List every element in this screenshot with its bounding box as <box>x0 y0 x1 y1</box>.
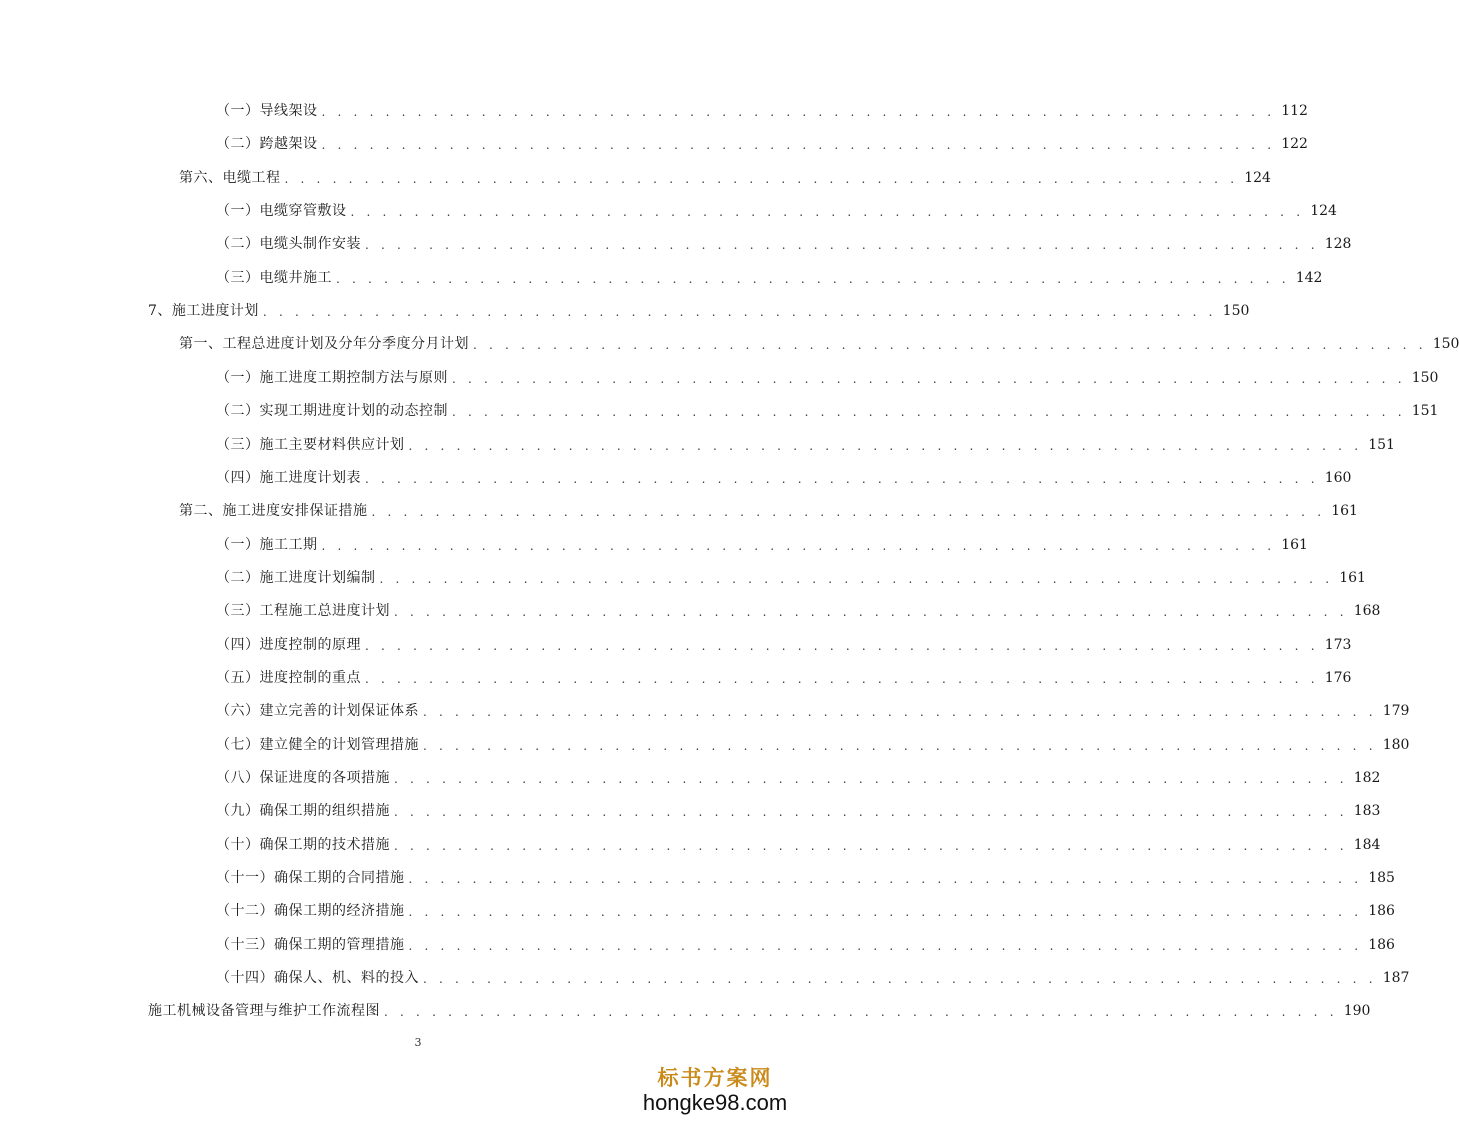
toc-dot-leader: . . . . . . . . . . . . . . . . . . . . . . . . . . . . . . . . . . . . . . . . . . . . . . . . . . . . . . . . . . . . <box>394 838 1348 853</box>
toc-entry-page: 184 <box>1353 836 1381 853</box>
toc-dot-leader: . . . . . . . . . . . . . . . . . . . . . . . . . . . . . . . . . . . . . . . . . . . . . . . . . . . . . . . . . . . . <box>394 605 1348 620</box>
toc-entry-title: （五）进度控制的重点 <box>216 669 361 686</box>
toc-entry-title: （十三）确保工期的管理措施 <box>216 936 405 953</box>
toc-dot-leader: . . . . . . . . . . . . . . . . . . . . . . . . . . . . . . . . . . . . . . . . . . . . . . . . . . . . . . . . . . . . <box>394 772 1348 786</box>
toc-dot-leader: . . . . . . . . . . . . . . . . . . . . . . . . . . . . . . . . . . . . . . . . . . . . . . . . . . . . . . . . . . . . <box>336 271 1290 286</box>
toc-entry-page: 124 <box>1310 203 1337 220</box>
toc-entry-page: 186 <box>1368 903 1395 920</box>
toc-entry[interactable] <box>148 1000 1371 1022</box>
toc-entry-title: 7、施工进度计划 <box>148 303 259 320</box>
toc-entry-page: 180 <box>1382 736 1410 753</box>
toc-entry-page: 168 <box>1353 603 1381 620</box>
toc-entry-title: 第六、电缆工程 <box>179 169 281 186</box>
toc-entry-page: 176 <box>1324 669 1352 686</box>
toc-dot-leader: . . . . . . . . . . . . . . . . . . . . . . . . . . . . . . . . . . . . . . . . . . . . . . . . . . . . . . . . . . . . <box>452 405 1406 420</box>
toc-entry-title: （九）确保工期的组织措施 <box>216 803 390 820</box>
toc-entry-title: 第二、施工进度安排保证措施 <box>179 503 368 520</box>
toc-dot-leader: . . . . . . . . . . . . . . . . . . . . . . . . . . . . . . . . . . . . . . . . . . . . . . . . . . . . . . . . . . . . <box>423 972 1377 987</box>
toc-entry[interactable] <box>216 467 1352 489</box>
toc-entry[interactable] <box>216 900 1395 922</box>
toc-entry[interactable] <box>216 534 1308 556</box>
toc-entry-page: 150 <box>1222 303 1250 320</box>
toc-entry[interactable] <box>216 133 1308 155</box>
toc-dot-leader: . . . . . . . . . . . . . . . . . . . . . . . . . . . . . . . . . . . . . . . . . . . . . . . . . . . . . . . . . . . . <box>350 205 1305 220</box>
watermark-cn-text: 标书方案网 <box>657 1065 773 1090</box>
toc-entry-page: 150 <box>1411 369 1439 386</box>
toc-entry-page: 161 <box>1339 569 1366 586</box>
toc-entry[interactable] <box>216 567 1366 589</box>
toc-entry-title: （十四）确保人、机、料的投入 <box>216 970 419 987</box>
toc-dot-leader: . . . . . . . . . . . . . . . . . . . . . . . . . . . . . . . . . . . . . . . . . . . . . . . . . . . . . . . . . . . . <box>384 1005 1338 1020</box>
toc-dot-leader: . . . . . . . . . . . . . . . . . . . . . . . . . . . . . . . . . . . . . . . . . . . . . . . . . . . . . . . . . . . . <box>371 505 1326 520</box>
toc-entry-page: 160 <box>1324 469 1352 486</box>
toc-entry-page: 187 <box>1382 970 1410 987</box>
toc-entry-title: （三）电缆井施工 <box>216 269 332 286</box>
toc-entry-title: （一）电缆穿管敷设 <box>216 203 347 220</box>
toc-entry[interactable] <box>216 700 1410 722</box>
toc-dot-leader: . . . . . . . . . . . . . . . . . . . . . . . . . . . . . . . . . . . . . . . . . . . . . . . . . . . . . . . . . . . . <box>284 171 1239 186</box>
toc-entry-page: 179 <box>1382 703 1410 720</box>
toc-entry-title: （十）确保工期的技术措施 <box>216 836 390 853</box>
toc-entry[interactable] <box>216 434 1395 456</box>
toc-dot-leader: . . . . . . . . . . . . . . . . . . . . . . . . . . . . . . . . . . . . . . . . . . . . . . . . . . . . . . . . . . . . <box>365 671 1319 686</box>
toc-entry-page: 190 <box>1343 1003 1371 1020</box>
toc-entry-title: （二）电缆头制作安装 <box>216 236 361 253</box>
toc-entry[interactable] <box>179 500 1358 522</box>
toc-entry-page: 182 <box>1353 770 1381 786</box>
toc-entry[interactable] <box>179 333 1459 355</box>
toc-entry-page: 151 <box>1411 403 1439 420</box>
toc-entry-title: （六）建立完善的计划保证体系 <box>216 703 419 720</box>
toc-entry-title: （一）导线架设 <box>216 103 318 119</box>
toc-entry[interactable] <box>216 100 1308 122</box>
toc-entry[interactable] <box>216 634 1352 656</box>
toc-entry[interactable] <box>216 200 1337 222</box>
toc-entry-title: （一）施工工期 <box>216 536 318 553</box>
toc-entry[interactable] <box>216 934 1395 956</box>
toc-entry-page: 173 <box>1324 636 1352 653</box>
toc-dot-leader: . . . . . . . . . . . . . . . . . . . . . . . . . . . . . . . . . . . . . . . . . . . . . . . . . . . . . . . . . . . . <box>321 105 1276 119</box>
toc-entry-page: 161 <box>1331 503 1358 520</box>
toc-entry-page: 186 <box>1368 936 1395 953</box>
toc-entry-title: （八）保证进度的各项措施 <box>216 770 390 786</box>
toc-dot-leader: . . . . . . . . . . . . . . . . . . . . . . . . . . . . . . . . . . . . . . . . . . . . . . . . . . . . . . . . . . . . <box>379 571 1334 586</box>
toc-entry[interactable] <box>216 734 1410 756</box>
toc-entry-page: 151 <box>1368 436 1395 453</box>
toc-entry[interactable] <box>216 800 1381 822</box>
toc-entry[interactable] <box>216 867 1395 889</box>
toc-entry-title: （二）跨越架设 <box>216 136 318 153</box>
toc-entry[interactable] <box>216 834 1381 856</box>
toc-dot-leader: . . . . . . . . . . . . . . . . . . . . . . . . . . . . . . . . . . . . . . . . . . . . . . . . . . . . . . . . . . . . <box>473 338 1427 353</box>
watermark-logo <box>640 1066 790 1116</box>
toc-dot-leader: . . . . . . . . . . . . . . . . . . . . . . . . . . . . . . . . . . . . . . . . . . . . . . . . . . . . . . . . . . . . <box>394 805 1348 820</box>
toc-dot-leader: . . . . . . . . . . . . . . . . . . . . . . . . . . . . . . . . . . . . . . . . . . . . . . . . . . . . . . . . . . . . <box>408 438 1363 453</box>
toc-entry-title: （四）施工进度计划表 <box>216 469 361 486</box>
toc-dot-leader: . . . . . . . . . . . . . . . . . . . . . . . . . . . . . . . . . . . . . . . . . . . . . . . . . . . . . . . . . . . . <box>423 705 1377 720</box>
toc-dot-leader: . . . . . . . . . . . . . . . . . . . . . . . . . . . . . . . . . . . . . . . . . . . . . . . . . . . . . . . . . . . . <box>423 738 1377 753</box>
toc-dot-leader: . . . . . . . . . . . . . . . . . . . . . . . . . . . . . . . . . . . . . . . . . . . . . . . . . . . . . . . . . . . . <box>321 538 1276 553</box>
toc-entry-page: 185 <box>1368 870 1395 887</box>
toc-entry-title: （三）工程施工总进度计划 <box>216 603 390 620</box>
toc-entry[interactable] <box>216 233 1352 255</box>
toc-dot-leader: . . . . . . . . . . . . . . . . . . . . . . . . . . . . . . . . . . . . . . . . . . . . . . . . . . . . . . . . . . . . <box>408 905 1363 920</box>
toc-dot-leader: . . . . . . . . . . . . . . . . . . . . . . . . . . . . . . . . . . . . . . . . . . . . . . . . . . . . . . . . . . . . <box>408 938 1363 953</box>
toc-entry[interactable] <box>216 967 1410 989</box>
toc-entry-title: （二）实现工期进度计划的动态控制 <box>216 403 448 420</box>
toc-entry-page: 150 <box>1432 336 1459 353</box>
toc-entry-title: 第一、工程总进度计划及分年分季度分月计划 <box>179 336 469 353</box>
toc-entry-page: 122 <box>1281 136 1308 153</box>
toc-entry-page: 142 <box>1295 269 1323 286</box>
toc-dot-leader: . . . . . . . . . . . . . . . . . . . . . . . . . . . . . . . . . . . . . . . . . . . . . . . . . . . . . . . . . . . . <box>452 371 1406 386</box>
toc-entry-page: 183 <box>1353 803 1381 820</box>
toc-entry-page: 112 <box>1281 103 1308 119</box>
toc-entry-title: （一）施工进度工期控制方法与原则 <box>216 369 448 386</box>
toc-dot-leader: . . . . . . . . . . . . . . . . . . . . . . . . . . . . . . . . . . . . . . . . . . . . . . . . . . . . . . . . . . . . <box>408 872 1363 887</box>
toc-dot-leader: . . . . . . . . . . . . . . . . . . . . . . . . . . . . . . . . . . . . . . . . . . . . . . . . . . . . . . . . . . . . <box>365 638 1319 653</box>
toc-entry-page: 128 <box>1324 236 1352 253</box>
toc-entry[interactable] <box>216 400 1439 422</box>
toc-dot-leader: . . . . . . . . . . . . . . . . . . . . . . . . . . . . . . . . . . . . . . . . . . . . . . . . . . . . . . . . . . . . <box>321 138 1276 153</box>
toc-entry-title: 施工机械设备管理与维护工作流程图 <box>148 1003 380 1020</box>
toc-entry[interactable] <box>216 267 1323 289</box>
watermark-en-text: hongke98.com <box>642 1090 788 1115</box>
toc-entry[interactable] <box>216 667 1352 689</box>
toc-dot-leader: . . . . . . . . . . . . . . . . . . . . . . . . . . . . . . . . . . . . . . . . . . . . . . . . . . . . . . . . . . . . <box>365 471 1319 486</box>
toc-entry-page: 124 <box>1244 169 1271 186</box>
toc-entry[interactable] <box>216 367 1439 389</box>
toc-entry[interactable] <box>148 300 1250 322</box>
toc-entry[interactable] <box>216 600 1381 622</box>
toc-entry-title: （七）建立健全的计划管理措施 <box>216 736 419 753</box>
toc-entry-page: 161 <box>1281 536 1308 553</box>
toc-entry-title: （四）进度控制的原理 <box>216 636 361 653</box>
toc-dot-leader: . . . . . . . . . . . . . . . . . . . . . . . . . . . . . . . . . . . . . . . . . . . . . . . . . . . . . . . . . . . . <box>365 238 1319 253</box>
toc-entry-title: （十一）确保工期的合同措施 <box>216 870 405 887</box>
toc-entry-title: （十二）确保工期的经济措施 <box>216 903 405 920</box>
toc-entry[interactable] <box>179 167 1271 189</box>
page-number: 3 <box>414 1036 422 1049</box>
toc-dot-leader: . . . . . . . . . . . . . . . . . . . . . . . . . . . . . . . . . . . . . . . . . . . . . . . . . . . . . . . . . . . . <box>262 305 1217 320</box>
toc-entry-title: （三）施工主要材料供应计划 <box>216 436 405 453</box>
toc-entry[interactable] <box>216 767 1381 789</box>
toc-entry-title: （二）施工进度计划编制 <box>216 569 376 586</box>
